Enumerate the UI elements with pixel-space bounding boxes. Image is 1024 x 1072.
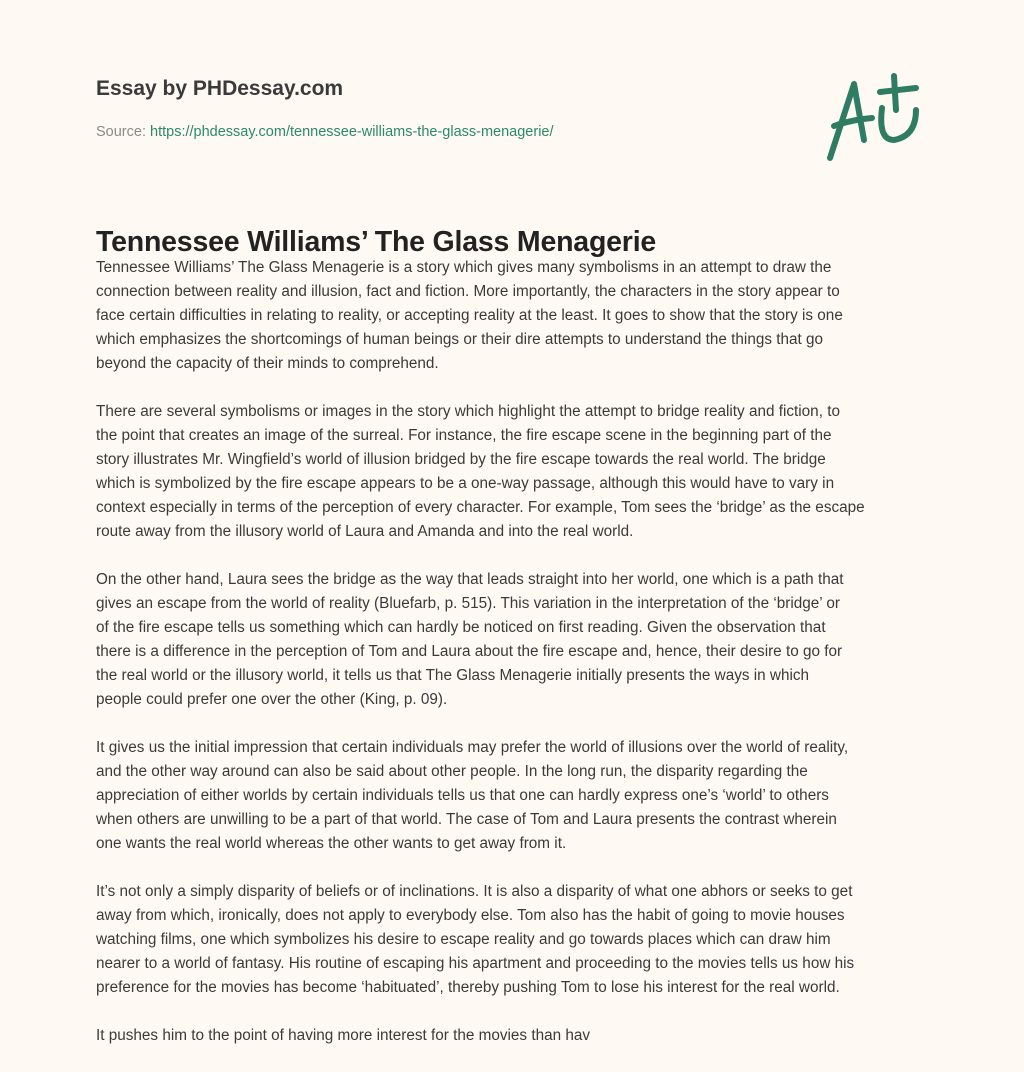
paragraph-line: Tennessee Williams’ The Glass Menagerie is a story which gives many symbolisms in an attempt to draw the [96, 259, 832, 276]
site-brand: Essay by PHDessay.com [96, 77, 344, 100]
paragraph-line: connection between reality and illusion, fact and fiction. More importantly, the characters in the story appear to [96, 283, 840, 300]
paragraph-line: one wants the real world whereas the other wants to get away from it. [96, 835, 567, 852]
paragraph-line: and the other way around can also be said about other people. In the long run, the disparity regarding the [96, 763, 808, 780]
paragraph-line: There are several symbolisms or images in the story which highlight the attempt to bridge reality and fiction, to [96, 403, 840, 420]
paragraph-line: watching films, one which symbolizes his desire to escape reality and go towards places which can draw him [96, 931, 831, 948]
paragraph-line: nearer to a world of fantasy. His routine of escaping his apartment and proceeding to the movies tells us how his [96, 955, 855, 972]
paragraph-line: appreciation of either worlds by certain individuals tells us that one can hardly express one’s ‘world’ to others [96, 787, 829, 804]
essay-paragraph [96, 256, 946, 376]
essay-paragraph [96, 1024, 946, 1048]
paragraph-line: there is a difference in the perception of Tom and Laura about the fire escape and, hence, their desire to go for [96, 643, 843, 660]
paragraph-line: the point that creates an image of the surreal. For instance, the fire escape scene in the beginning part of the [96, 427, 832, 444]
essay-paragraph [96, 400, 946, 544]
essay-title: Tennessee Williams’ The Glass Menagerie [96, 226, 657, 258]
paragraph-line: people could prefer one over the other (King, p. 09). [96, 691, 448, 708]
essay-paragraph [96, 736, 946, 856]
paragraph-line: It’s not only a simply disparity of beliefs or of inclinations. It is also a disparity of what one abhors or seeks to get [96, 883, 853, 900]
a-plus-logo-icon [820, 70, 930, 166]
essay-body [96, 256, 946, 1072]
paragraph-line: which emphasizes the shortcomings of human beings or their dire attempts to understand the things that go [96, 331, 824, 348]
paragraph-line: story illustrates Mr. Wingfield’s world of illusion bridged by the fire escape towards the real world. The bridge [96, 451, 826, 468]
paragraph-line: the real world or the illusory world, it tells us that The Glass Menagerie initially presents the ways in which [96, 667, 810, 684]
paragraph-line: when others are unwilling to be a part of that world. The case of Tom and Laura presents the contrast wherein [96, 811, 837, 828]
paragraph-line: face certain difficulties in relating to reality, or accepting reality at the least. It goes to show that the story is one [96, 307, 843, 324]
paragraph-line: which is symbolized by the fire escape appears to be a one-way passage, although this would have to vary in [96, 475, 835, 492]
paragraph-line: of the fire escape tells us something which can hardly be noticed on first reading. Given the observation that [96, 619, 826, 636]
paragraph-line: gives an escape from the world of reality (Bluefarb, p. 515). This variation in the interpretation of the ‘bridge’ or [96, 595, 840, 612]
paragraph-line: preference for the movies has become ‘habituated’, thereby pushing Tom to lose his interest for the real world. [96, 979, 840, 996]
essay-paragraph [96, 568, 946, 712]
paragraph-line: away from which, ironically, does not apply to everybody else. Tom also has the habit of going to movie houses [96, 907, 845, 924]
paragraph-line: It gives us the initial impression that certain individuals may prefer the world of illusions over the world of reality, [96, 739, 849, 756]
source-line [96, 124, 554, 140]
paragraph-line: It pushes him to the point of having more interest for the movies than hav [96, 1027, 591, 1044]
paragraph-line: On the other hand, Laura sees the bridge as the way that leads straight into her world, one which is a path that [96, 571, 844, 588]
source-label: Source: [96, 124, 146, 140]
paragraph-line: beyond the capacity of their minds to comprehend. [96, 355, 439, 372]
source-link[interactable]: https://phdessay.com/tennessee-williams-the-glass-menagerie/ [150, 124, 554, 140]
essay-paragraph [96, 880, 946, 1000]
paragraph-line: context especially in terms of the perception of every character. For example, Tom sees the ‘bridge’ as the escape [96, 499, 865, 516]
paragraph-line: route away from the illusory world of Laura and Amanda and into the real world. [96, 523, 634, 540]
